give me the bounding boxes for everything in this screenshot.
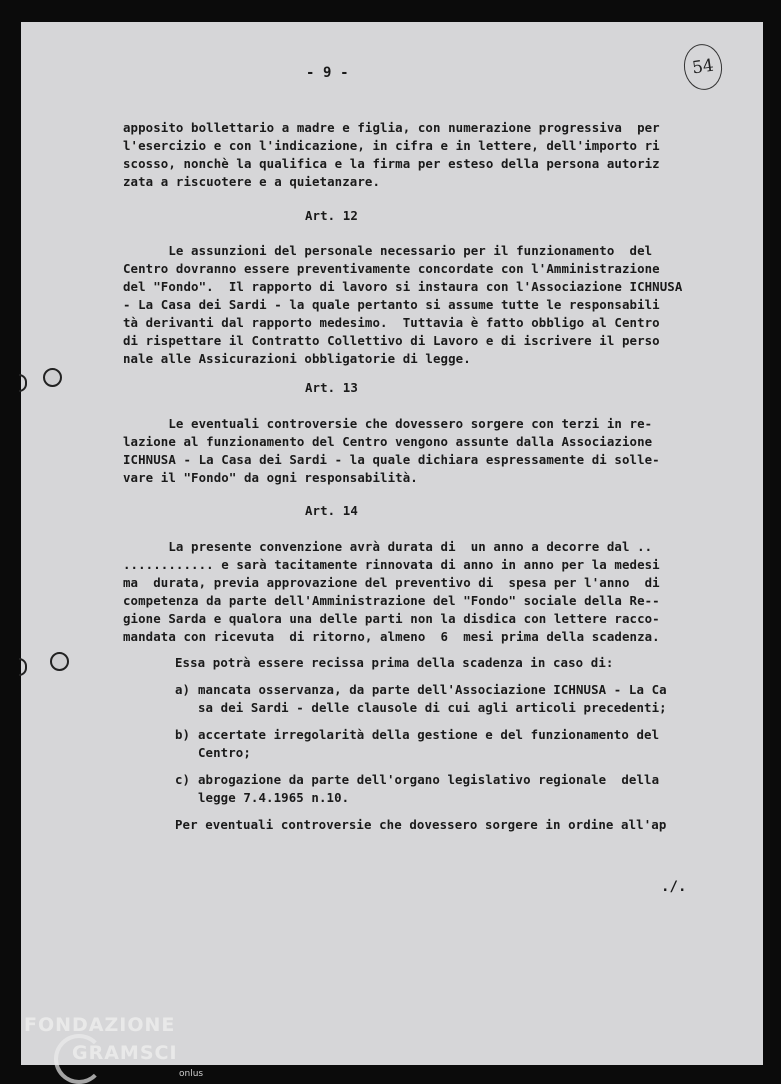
typewritten-document bbox=[21, 22, 763, 1065]
list-item-text: legge 7.4.1965 n.10. bbox=[198, 790, 350, 805]
list-item-text: Centro; bbox=[198, 745, 251, 760]
fondazione-gramsci-watermark bbox=[24, 1014, 204, 1079]
text-line: lazione al funzionamento del Centro vengono assunte dalla Associazione bbox=[123, 434, 653, 449]
watermark-line-2: GRAMSCI bbox=[72, 1042, 178, 1064]
text-line: zata a riscuotere e a quietanzare. bbox=[123, 174, 381, 189]
text-line: ............ e sarà tacitamente rinnovata di anno in anno per la medesi bbox=[123, 557, 660, 572]
text-line: tà derivanti dal rapporto medesimo. Tuttavia è fatto obbligo al Centro bbox=[123, 315, 660, 330]
text-line: ICHNUSA - La Casa dei Sardi - la quale dichiara espressamente di solle- bbox=[123, 452, 660, 467]
text-line: di rispettare il Contratto Collettivo di Lavoro e di iscrivere il perso bbox=[123, 333, 660, 348]
text-line: competenza da parte dell'Amministrazione del "Fondo" sociale della Re-- bbox=[123, 593, 660, 608]
text-line: La presente convenzione avrà durata di un anno a decorre dal .. bbox=[123, 539, 653, 554]
page-number: - 9 - bbox=[306, 65, 349, 81]
text-line: scosso, nonchè la qualifica e la firma per esteso della persona autoriz bbox=[123, 156, 660, 171]
list-item-text: sa dei Sardi - delle clausole di cui agli articoli precedenti; bbox=[198, 700, 667, 715]
text-line: apposito bollettario a madre e figlia, con numerazione progressiva per bbox=[123, 120, 660, 135]
list-marker: a) bbox=[175, 682, 191, 697]
text-line: l'esercizio e con l'indicazione, in cifra e in lettere, dell'importo ri bbox=[123, 138, 660, 153]
document-page bbox=[21, 22, 763, 1079]
list-item-text: mancata osservanza, da parte dell'Associazione ICHNUSA - La Ca bbox=[198, 682, 667, 697]
continuation-mark: ./. bbox=[661, 879, 687, 895]
text-line: Le eventuali controversie che dovessero sorgere con terzi in re- bbox=[123, 416, 653, 431]
article-14-heading: Art. 14 bbox=[305, 503, 358, 518]
punch-hole bbox=[50, 652, 69, 671]
text-line: vare il "Fondo" da ogni responsabilità. bbox=[123, 470, 418, 485]
list-marker: c) bbox=[175, 772, 191, 787]
text-line: ma durata, previa approvazione del preventivo di spesa per l'anno di bbox=[123, 575, 660, 590]
watermark-line-1: FONDAZIONE bbox=[24, 1014, 176, 1036]
archive-stamp: 54 bbox=[681, 42, 725, 93]
text-line: mandata con ricevuta di ritorno, almeno 6 mesi prima della scadenza. bbox=[123, 629, 660, 644]
text-line: del "Fondo". Il rapporto di lavoro si instaura con l'Associazione ICHNUSA bbox=[123, 279, 683, 294]
text-line: gione Sarda e qualora una delle parti non la disdica con lettere racco- bbox=[123, 611, 660, 626]
closing-line: Per eventuali controversie che dovessero sorgere in ordine all'ap bbox=[175, 817, 667, 832]
article-13-heading: Art. 13 bbox=[305, 380, 358, 395]
list-intro: Essa potrà essere recissa prima della scadenza in caso di: bbox=[175, 655, 614, 670]
list-item-text: accertate irregolarità della gestione e del funzionamento del bbox=[198, 727, 660, 742]
text-line: - La Casa dei Sardi - la quale pertanto si assume tutte le responsabili bbox=[123, 297, 660, 312]
punch-hole bbox=[43, 368, 62, 387]
text-line: Centro dovranno essere preventivamente concordate con l'Amministrazione bbox=[123, 261, 660, 276]
text-line: Le assunzioni del personale necessario per il funzionamento del bbox=[123, 243, 653, 258]
text-line: nale alle Assicurazioni obbligatorie di legge. bbox=[123, 351, 471, 366]
list-marker: b) bbox=[175, 727, 191, 742]
watermark-line-3: onlus bbox=[179, 1069, 204, 1079]
article-12-heading: Art. 12 bbox=[305, 208, 358, 223]
list-item-text: abrogazione da parte dell'organo legislativo regionale della bbox=[198, 772, 660, 787]
